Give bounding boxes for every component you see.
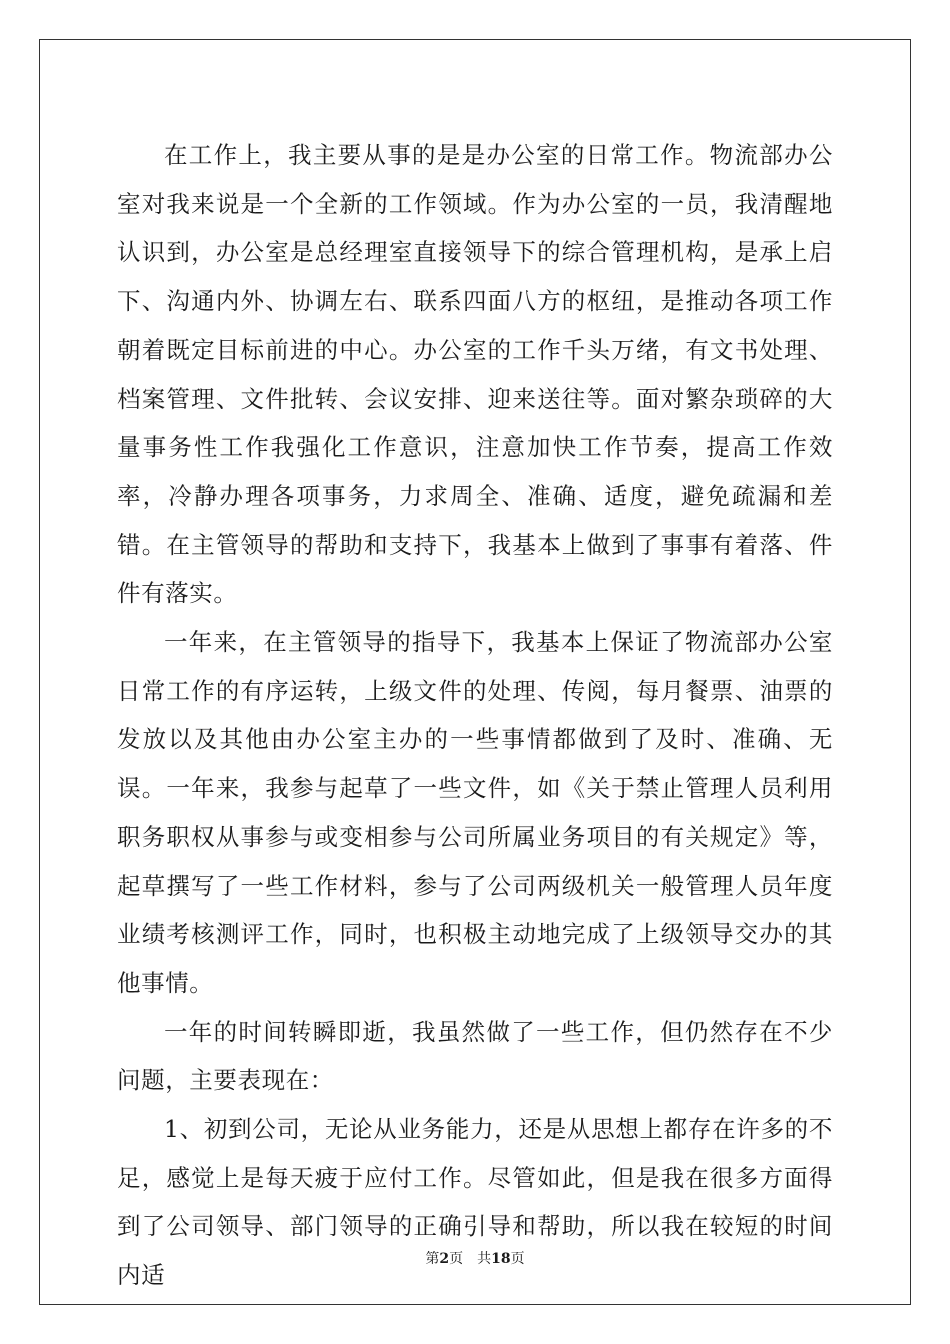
paragraph-2: 一年来，在主管领导的指导下，我基本上保证了物流部办公室日常工作的有序运转，上级文件的处理、传阅，每月餐票、油票的发放以及其他由办公室主办的一些事情都做到了及时、准确、无误。一年来，我参与起草了一些文件，如《关于禁止管理人员利用职务职权从事参与或变相参与公司所属业务项目的有关规定》等，起草撰写了一些工作材料，参与了公司两级机关一般管理人员年度业绩考核测评工作，同时，也积极主动地完成了上级领导交办的其他事情。	[117, 628, 833, 997]
page-footer	[0, 1248, 950, 1268]
page-suffix: 页	[510, 1251, 525, 1267]
total-page-number: 18	[491, 1251, 511, 1267]
paragraph-1: 在工作上，我主要从事的是是办公室的日常工作。物流部办公室对我来说是一个全新的工作领域。作为办公室的一员，我清醒地认识到，办公室是总经理室直接领导下的综合管理机构，是承上启下、沟通内外、协调左右、联系四面八方的枢纽，是推动各项工作朝着既定目标前进的中心。办公室的工作千头万绪，有文书处理、档案管理、文件批转、会议安排、迎来送往等。面对繁杂琐碎的大量事务性工作我强化工作意识，注意加快工作节奏，提高工作效率，冷静办理各项事务，力求周全、准确、适度，避免疏漏和差错。在主管领导的帮助和支持下，我基本上做到了事事有着落、件件有落实。	[117, 141, 833, 608]
paragraph-3: 一年的时间转瞬即逝，我虽然做了一些工作，但仍然存在不少问题，主要表现在：	[117, 1017, 833, 1095]
page-middle-text: 页 共	[449, 1251, 492, 1267]
current-page-number: 2	[439, 1251, 450, 1267]
document-body	[117, 131, 833, 1300]
paragraph-4: 1、初到公司，无论从业务能力，还是从思想上都存在许多的不足，感觉上是每天疲于应付工作。尽管如此，但是我在很多方面得到了公司领导、部门领导的正确引导和帮助，所以我在较短的时间内适	[117, 1115, 833, 1290]
page-prefix: 第	[425, 1251, 440, 1267]
